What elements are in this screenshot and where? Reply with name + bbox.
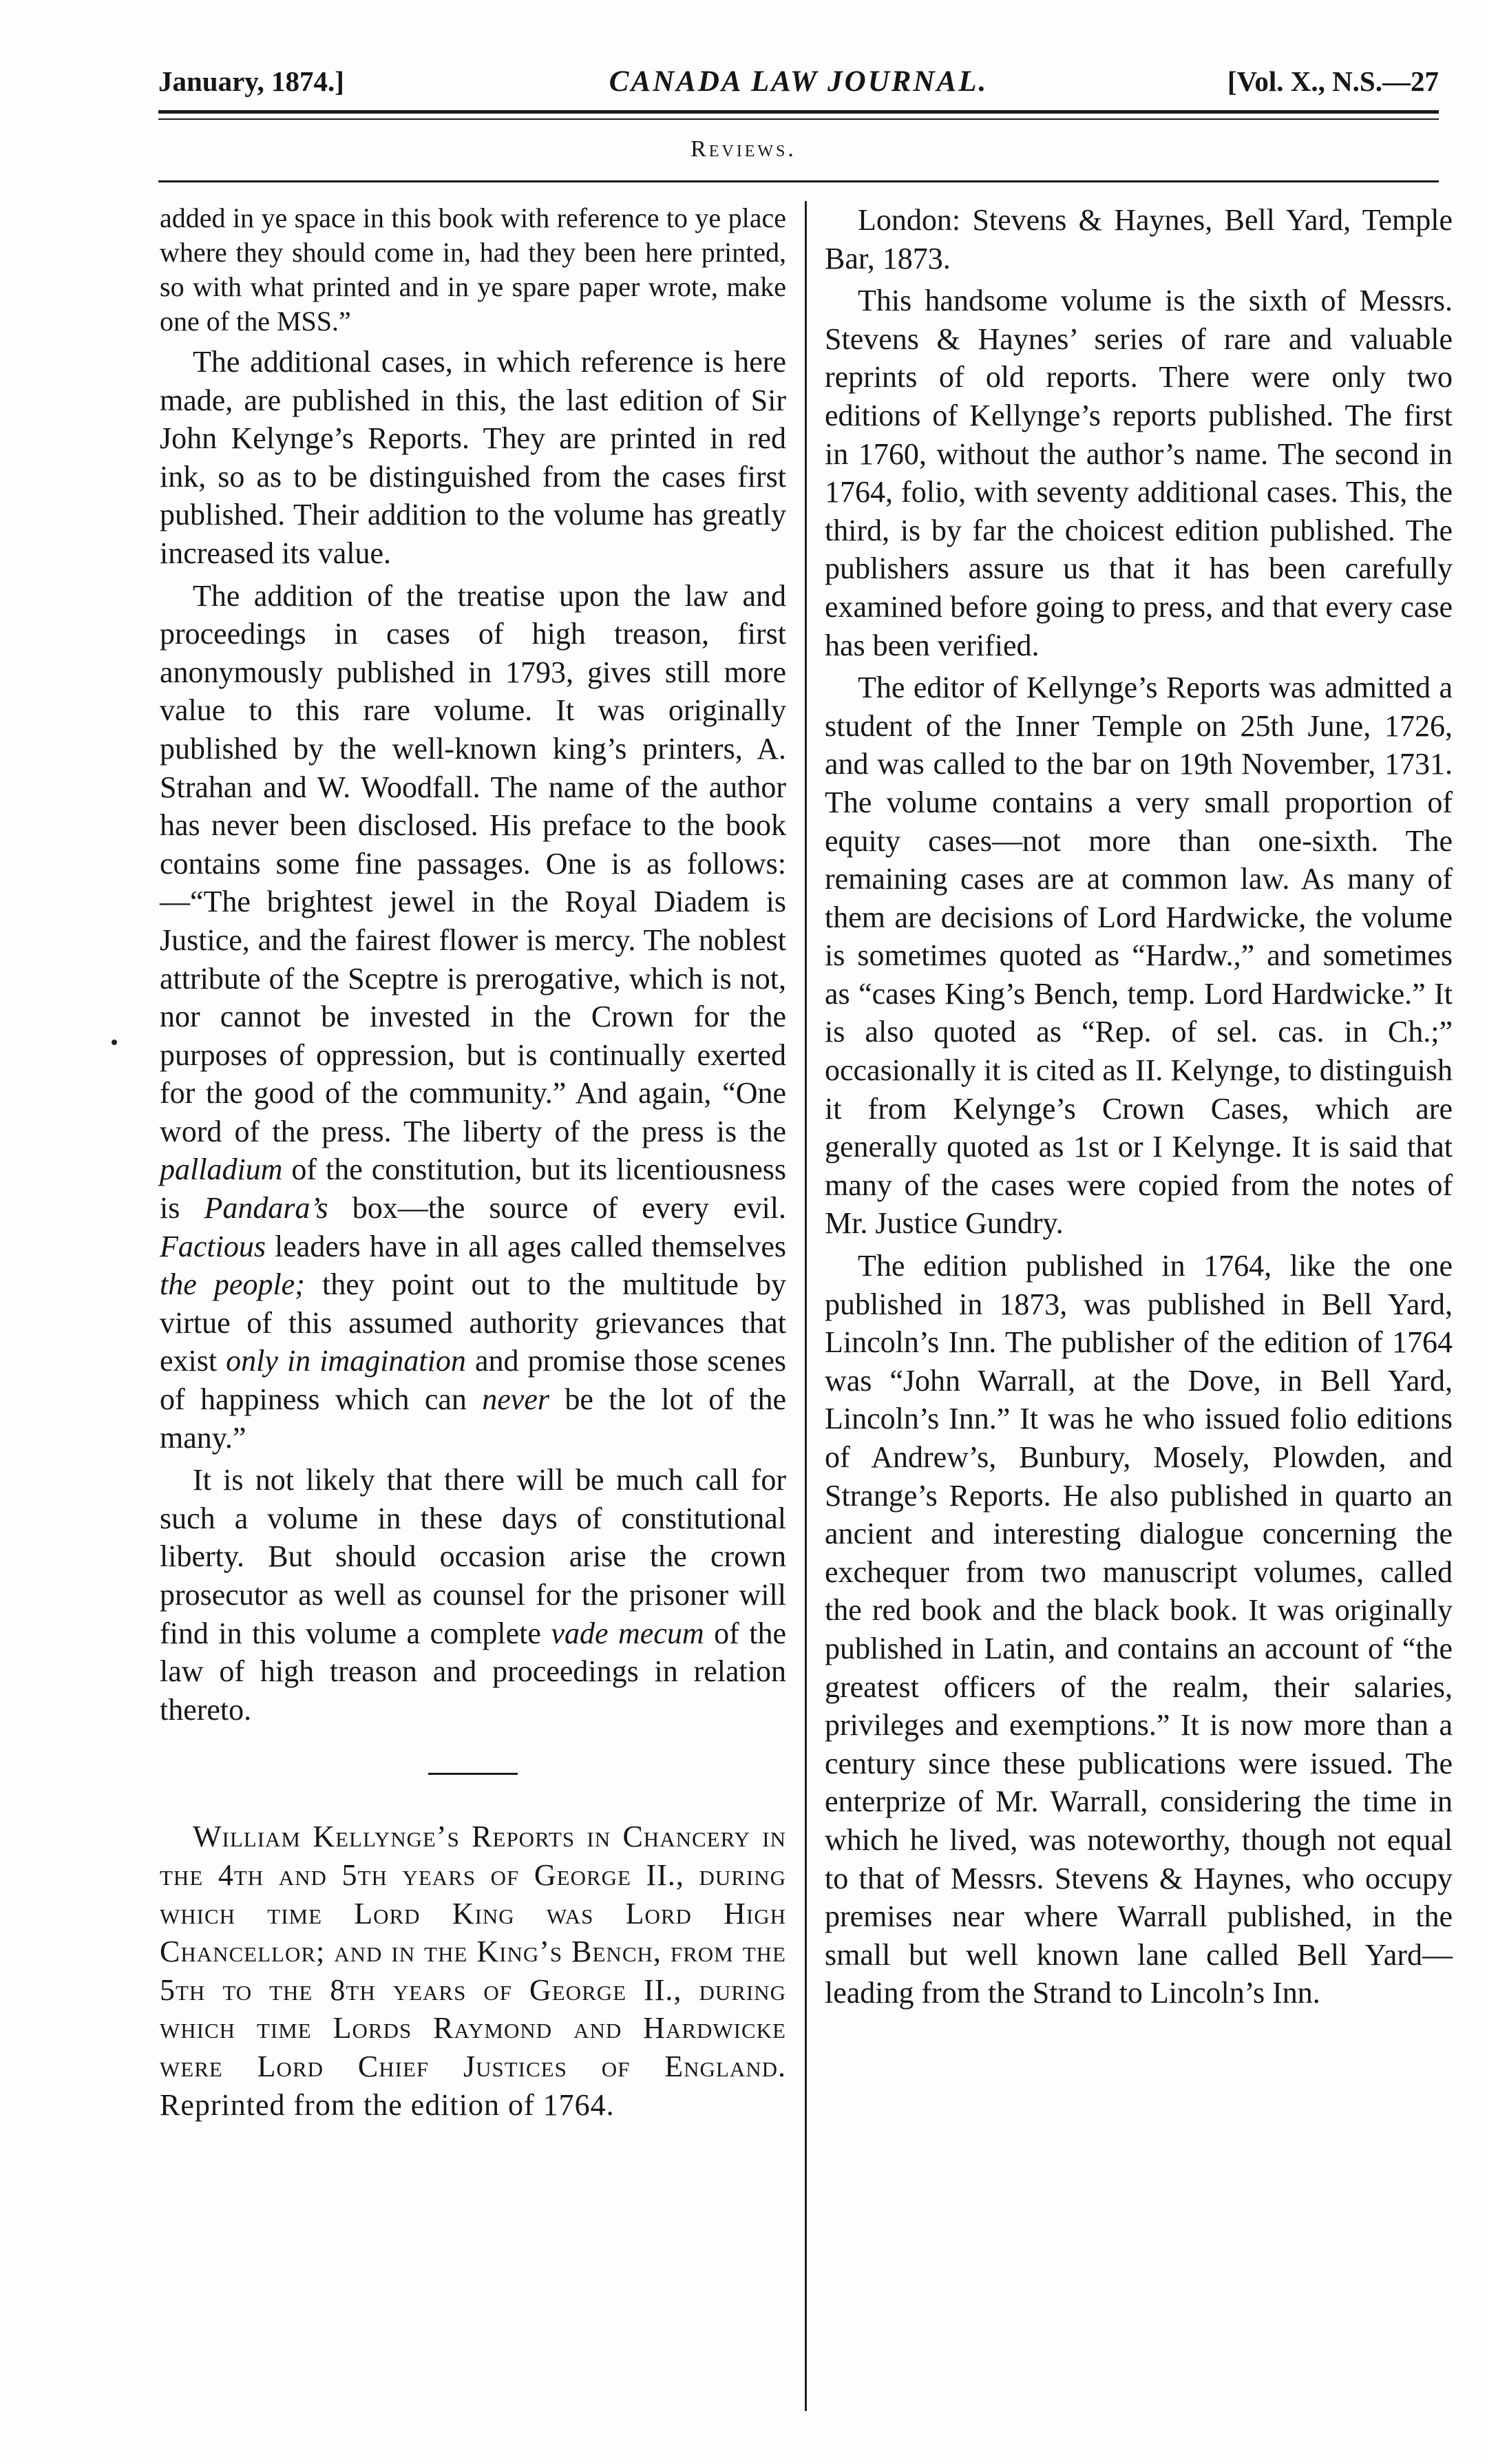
review-title: William Kellynge’s Reports in Chancery in the 4th and 5th years of George II., during which time Lord King was Lord High Chancellor; and in the King’s Bench, from the 5th to the 8th years of George II., during which time Lords Raymond and Hardwicke were Lord Chief Justices of England. Reprinted from the edition of 1764. [160, 1820, 786, 2122]
right-column [825, 201, 1453, 2012]
section-heading: Reviews. [690, 136, 797, 162]
paragraph-continuation: added in ye space in this book with reference to ye place where they should come in, had they been here printed, so with what printed and in ye spare paper wrote, make one of the MSS.” [160, 202, 786, 337]
paragraph-edition-1764: The edition published in 1764, like the one published in 1873, was published in Bell Yard, Lincoln’s Inn. The publisher of the edition of 1764 was “John Warrall, at the Dove, in Bell Yard, Lincoln’s Inn.” It was he who issued folio editions of Andrew’s, Bunbury, Mosely, Plowden, and Strange’s Reports. He also published in quarto an ancient and interesting dialogue concerning the exchequer from two manuscript volumes, called the red book and the black book. It was originally published in Latin, and contains an account of “the greatest officers of the realm, their salaries, privileges and exemptions.” It is now more than a century since these publications were issued. The enterprize of Mr. Warrall, considering the time in which he lived, was noteworthy, though not equal to that of Messrs. Stevens & Haynes, who occupy premises near where Warrall published, in the small but well known lane called Bell Yard—leading from the Strand to Lincoln’s Inn. [825, 1249, 1453, 2010]
running-header [158, 59, 1439, 107]
left-column [160, 201, 786, 2124]
section-rule [158, 180, 1439, 182]
paragraph-conclusion: It is not likely that there will be much call for such a volume in these days of constitutional liberty. But should occasion arise the crown prosecutor as well as counsel for the prisoner will find in this volume a complete vade mecum of the law of high treason and proceedings in relation thereto. [160, 1463, 787, 1727]
header-rule-thin [158, 118, 1439, 120]
header-rule-thick [158, 110, 1439, 114]
journal-title: CANADA LAW JOURNAL. [609, 65, 989, 98]
paragraph-treason-treatise: The addition of the treatise upon the law and proceedings in cases of high treason, first anonymously published in 1793, gives still more value to this rare volume. It was originally published by the well-known king’s printers, A. Strahan and W. Woodfall. The name of the author has never been disclosed. His preface to the book contains some fine passages. One is as follows:—“The brightest jewel in the Royal Diadem is Justice, and the fairest flower is mercy. The noblest attribute of the Sceptre is prerogative, which is not, nor cannot be invested in the Crown for the purposes of oppression, but is continually exerted for the good of the community.” And again, “One word of the press. The liberty of the press is the palladium of the constitution, but its licentiousness is Pandara’s box—the source of every evil. Factious leaders have in all ages called themselves the people; they point out to the multitude by virtue of this assumed authority grievances that exist only in imagination and promise those scenes of happiness which can never be the lot of the many.” [160, 578, 787, 1455]
paragraph-additional-cases: The additional cases, in which reference is here made, are published in this, the last edition of Sir John Kelynge’s Reports. They are printed in red ink, so as to be distinguished from the cases first published. Their addition to the volume has greatly increased its value. [160, 345, 786, 570]
paragraph-sixth-volume: This handsome volume is the sixth of Messrs. Stevens & Haynes’ series of rare and valuable reprints of old reports. There were only two editions of Kellynge’s reports published. The first in 1760, without the author’s name. The second in 1764, folio, with seventy additional cases. This, the third, is by far the choicest edition published. The publishers assure us that it has been carefully examined before going to press, and that every case has been verified. [825, 284, 1453, 662]
paragraph-editor: The editor of Kellynge’s Reports was admitted a student of the Inner Temple on 25th June, 1726, and was called to the bar on 19th November, 1731. The volume contains a very small proportion of equity cases—not more than one-sixth. The remaining cases are at common law. As many of them are decisions of Lord Hardwicke, the volume is sometimes quoted as “Hardw.,” and sometimes as “cases King’s Bench, temp. Lord Hardwicke.” It is also quoted as “Rep. of sel. cas. in Ch.;” occasionally it is cited as II. Kelynge, to distinguish it from Kelynge’s Crown Cases, which are generally quoted as 1st or I Kelynge. It is said that many of the cases were copied from the notes of Mr. Justice Gundry. [825, 671, 1453, 1241]
header-date: January, 1874.] [158, 65, 344, 97]
column-divider [805, 201, 807, 2411]
margin-mark [112, 1040, 117, 1045]
review-separator [428, 1773, 518, 1775]
header-volume: [Vol. X., N.S.—27 [1227, 65, 1439, 97]
review-imprint: London: Stevens & Haynes, Bell Yard, Temple Bar, 1873. [825, 203, 1453, 275]
